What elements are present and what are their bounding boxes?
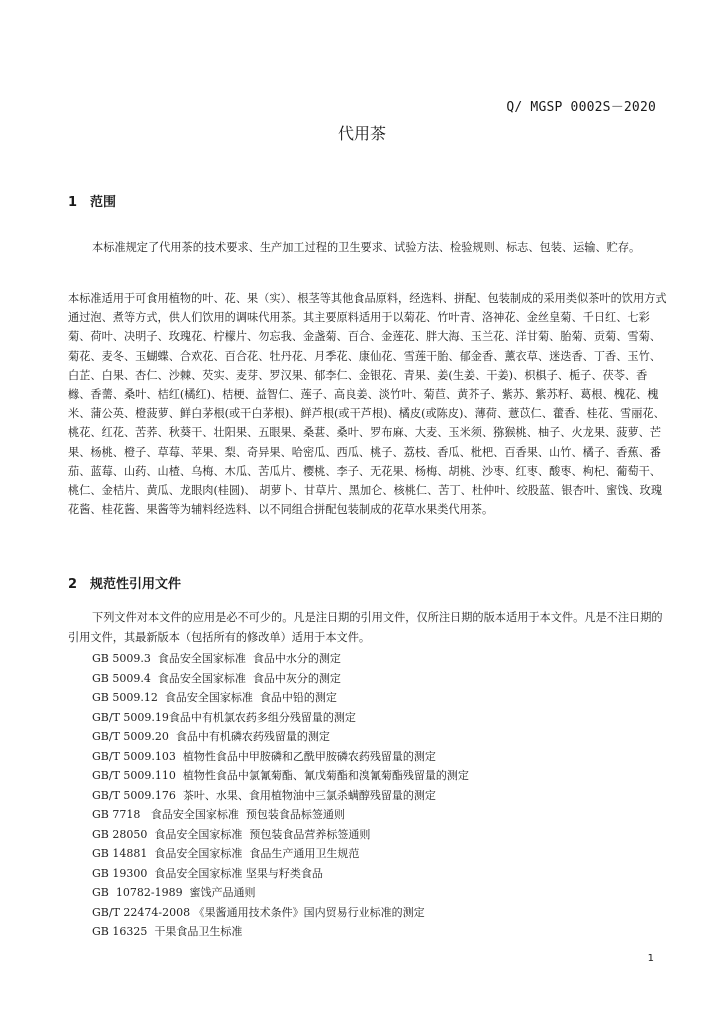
section-1-number: 1	[68, 195, 78, 210]
standard-number: Q/ MGSP 0002S－2020	[506, 100, 656, 115]
section-1-scope-paragraph: 本标准适用于可食用植物的叶、花、果（实）、根茎等其他食品原料，经选料、拼配、包装制成的采用类似茶叶的饮用方式通过泡、煮等方式，供人们饮用的调味代用茶。其主要原料适用于以菊花、竹叶青、洛神花、金丝皇菊、千日红、七彩菊、荷叶、决明子、玫瑰花、柠檬片、勿忘我、金盏菊、百合、金莲花、胖大海、玉兰花、洋甘菊、胎菊、贡菊、雪菊、菊花、麦冬、玉蝴蝶、合欢花、百合花、牡丹花、月季花、康仙花、雪莲干胎、郁金香、薰衣草、迷迭香、丁香、玉竹、白芷、白果、杏仁、沙棘、芡实、麦芽、罗汉果、郁李仁、金银花、青果、姜(生姜、干姜)、枳椇子、栀子、茯苓、香橼、香薷、桑叶、桔红(橘红)、桔梗、益智仁、莲子、高良姜、淡竹叶、菊苣、黄芥子、紫苏、紫苏籽、葛根、槐花、槐米、蒲公英、橙菠萝、鲜白茅根(或干白茅根)、鲜芦根(或干芦根)、橘皮(或陈皮)、薄荷、薏苡仁、藿香、桂花、雪丽花、桃花、红花、苦荞、秋葵干、壮阳果、五眼果、桑葚、桑叶、罗布麻、大麦、玉米须、猕猴桃、柚子、火龙果、菠萝、芒果、杨桃、橙子、草莓、苹果、梨、奇异果、哈密瓜、西瓜、桃子、荔枝、香瓜、枇杷、百香果、山竹、橘子、香蕉、番茄、蓝莓、山药、山楂、乌梅、木瓜、苦瓜片、樱桃、李子、无花果、杨梅、胡桃、沙枣、红枣、酸枣、枸杞、葡萄干、桃仁、金桔片、黄瓜、龙眼肉(桂圆)、 胡萝卜、甘草片、黑加仑、核桃仁、苦丁、杜仲叶、绞股蓝、银杏叶、蜜饯、玫瑰花酱、桂花酱、果酱等为辅料经选料、以不同组合拼配包装制成的花草水果类代用茶。	[68, 292, 667, 517]
reference-item: GB/T 5009.20 食品中有机磷农药残留量的测定	[92, 730, 330, 743]
reference-item: GB/T 5009.176 茶叶、水果、食用植物油中三氯杀螨醇残留量的测定	[92, 788, 436, 802]
reference-item: GB/T 5009.103 植物性食品中甲胺磷和乙酰甲胺磷农药残留量的测定	[92, 749, 436, 763]
section-1-heading	[68, 191, 116, 210]
reference-item: GB 10782-1989 蜜饯产品通则	[92, 886, 256, 899]
reference-item: GB/T 5009.19食品中有机氯农药多组分残留量的测定	[92, 710, 356, 724]
reference-item: GB 7718 食品安全国家标准 预包装食品标签通则	[92, 808, 345, 821]
page-number: 1	[647, 953, 654, 964]
section-2-number: 2	[68, 577, 78, 592]
reference-item: GB 14881 食品安全国家标准 食品生产通用卫生规范	[92, 847, 360, 860]
reference-list	[92, 649, 682, 942]
section-1-intro-paragraph: 本标准规定了代用茶的技术要求、生产加工过程的卫生要求、试验方法、检验规则、标志、包装、运输、贮存。	[92, 241, 641, 254]
reference-item: GB 5009.12 食品安全国家标准 食品中铅的测定	[92, 691, 337, 704]
section-1-title: 范围	[90, 195, 117, 210]
reference-item: GB 5009.3 食品安全国家标准 食品中水分的测定	[92, 652, 341, 665]
reference-item: GB 28050 食品安全国家标准 预包装食品营养标签通则	[92, 827, 371, 841]
reference-item: GB/T 22474-2008 《果酱通用技术条件》国内贸易行业标准的测定	[92, 905, 425, 919]
reference-item: GB 5009.4 食品安全国家标准 食品中灰分的测定	[92, 671, 341, 685]
reference-item: GB/T 5009.110 植物性食品中氯氰菊酯、氰戊菊酯和溴氰菊酯残留量的测定	[92, 769, 469, 782]
reference-item: GB 16325 干果食品卫生标准	[92, 925, 243, 938]
section-2-title: 规范性引用文件	[90, 577, 182, 592]
section-2-intro-paragraph: 下列文件对本文件的应用是必不可少的。凡是注日期的引用文件，仅所注日期的版本适用于本文件。凡是不注日期的引用文件，其最新版本（包括所有的修改单）适用于本文件。	[68, 611, 663, 644]
reference-item: GB 19300 食品安全国家标准 坚果与籽类食品	[92, 866, 323, 880]
document-title: 代用茶	[337, 124, 386, 143]
section-2-heading	[68, 573, 181, 592]
